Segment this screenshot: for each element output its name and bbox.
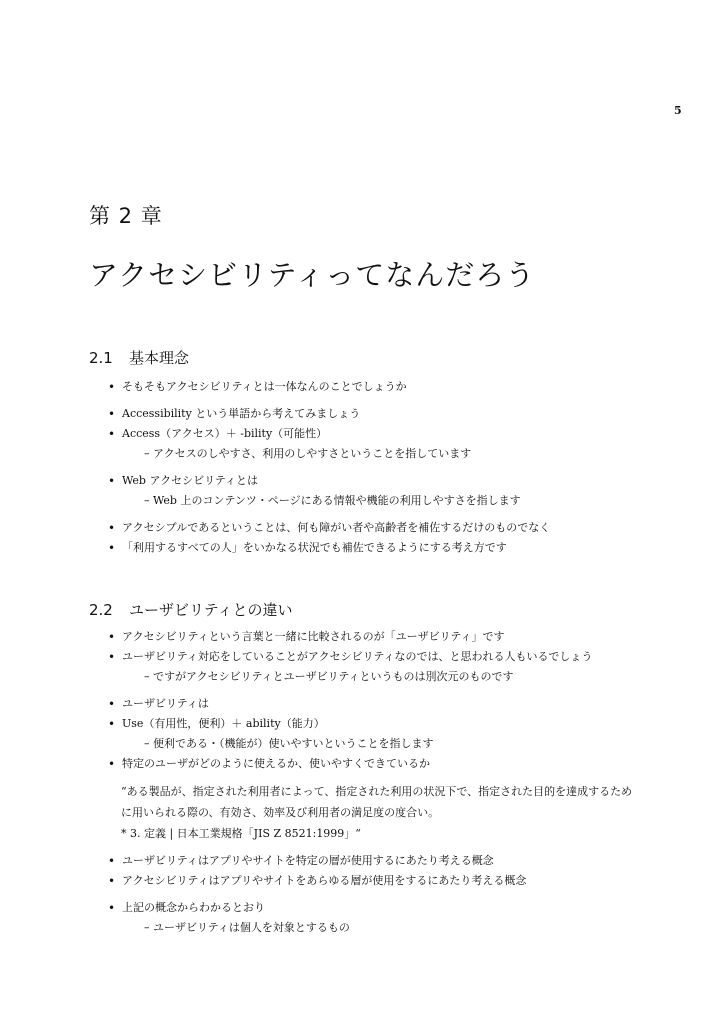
list-item: • ユーザビリティはアプリやサイトを特定の層が使用するにあたり考える概念 [108, 851, 526, 871]
section-2-2-list-continued [108, 851, 526, 938]
section-heading-2-2 [89, 599, 293, 620]
chapter-label: 第 2 章 [89, 204, 163, 228]
list-item: • Web アクセシビリティとは [108, 471, 550, 491]
list-item: • 「利用するすべての人」をいかなる状況でも補佐できるようにする考え方です [108, 538, 550, 558]
sub-list-item [108, 918, 526, 938]
sub-list-item [108, 491, 550, 511]
list-item: • Access（アクセス）＋ -bility（可能性） [108, 424, 550, 444]
sub-item-text: – ですがアクセシビリティとユーザビリティというものは別次元のものです [144, 670, 514, 683]
list-item: • Accessibility という単語から考えてみましょう [108, 404, 550, 424]
list-item: • アクセシビリティという言葉と一緒に比較されるのが「ユーザビリティ」です [108, 627, 592, 647]
section-heading-2-1 [89, 347, 189, 368]
sub-list-item [108, 444, 550, 464]
sub-item-text: – ユーザビリティは個人を対象とするもの [144, 921, 350, 934]
section-number: 2.2 [89, 601, 113, 619]
sub-item-text: – 便利である・（機能が）使いやすいということを指します [144, 737, 434, 750]
page-number: 5 [674, 104, 682, 117]
list-item: • ユーザビリティは [108, 694, 592, 714]
list-item: • ユーザビリティ対応をしていることがアクセシビリティなのでは、と思われる人もいるでしょう [108, 647, 592, 667]
list-item: • そもそもアクセシビリティとは一体なんのことでしょうか [108, 377, 550, 397]
quote-line: に用いられる際の、有効さ、効率及び利用者の満足度の度合い。 [121, 806, 440, 819]
sub-item-text: – Web 上のコンテンツ・ページにある情報や機能の利用しやすさを指します [144, 494, 521, 507]
sub-list-item [108, 667, 592, 687]
section-title: ユーザビリティとの違い [129, 601, 293, 619]
quote-line: “ある製品が、指定された利用者によって、指定された利用の状況下で、指定された目的を達成するため [121, 785, 633, 798]
list-item: • アクセシビリティはアプリやサイトをあらゆる層が使用をするにあたり考える概念 [108, 871, 526, 891]
sub-list-item [108, 734, 592, 754]
list-item: • アクセシブルであるということは、何も障がい者や高齢者を補佐するだけのものでなく [108, 518, 550, 538]
section-2-1-list [108, 377, 550, 558]
chapter-title: アクセシビリティってなんだろう [89, 258, 536, 292]
list-item: • Use（有用性，便利）＋ ability（能力） [108, 714, 592, 734]
list-item: • 上記の概念からわかるとおり [108, 898, 526, 918]
citation-quote [121, 781, 632, 844]
list-item: • 特定のユーザがどのように使えるか、使いやすくできているか [108, 754, 592, 774]
sub-item-text: – アクセスのしやすさ、利用のしやすさということを指しています [144, 447, 472, 460]
section-2-2-list [108, 627, 592, 774]
section-title: 基本理念 [129, 349, 190, 367]
quote-source: * 3. 定義 | 日本工業規格「JIS Z 8521:1999」“ [121, 827, 361, 840]
section-number: 2.1 [89, 349, 113, 367]
